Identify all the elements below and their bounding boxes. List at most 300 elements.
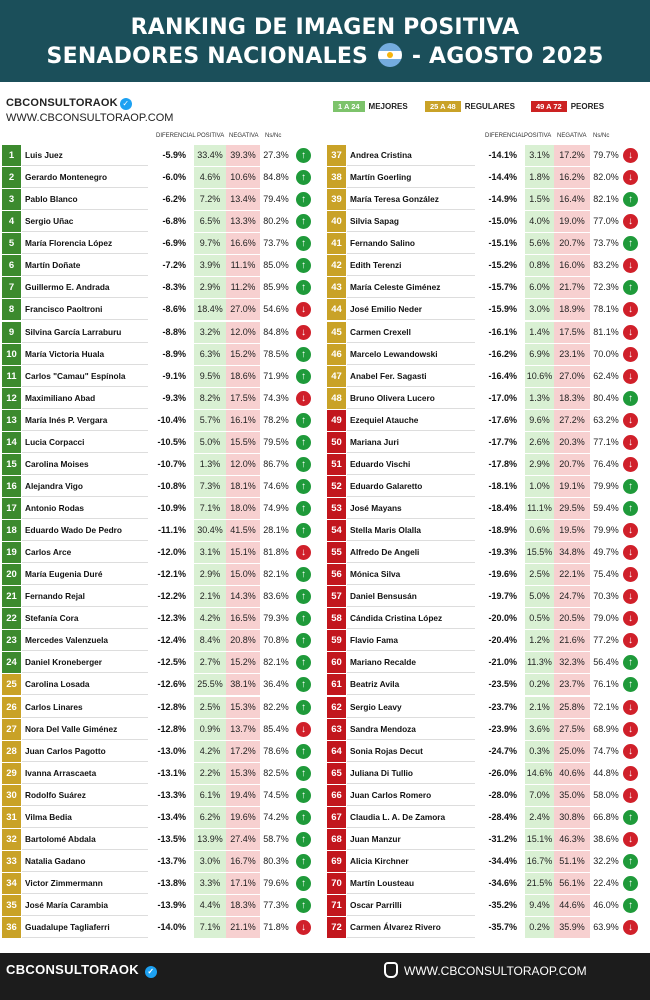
nsnc-value: 71.9% [263,370,289,381]
table-row [0,785,650,806]
negativa-value: 18.6% [226,366,260,387]
diferencial-value: -13.5% [157,833,186,844]
negativa-value: 17.5% [226,388,260,409]
arrow-up-icon: ↑ [296,192,311,207]
positiva-value: 3.0% [194,851,226,872]
brand-url: WWW.CBCONSULTORAOP.COM [6,112,174,124]
senator-name: Pablo Blanco [22,189,148,210]
negativa-value: 35.9% [554,917,590,938]
senator-name: Ezequiel Atauche [347,410,475,431]
table-row [0,344,650,365]
arrow-up-icon: ↑ [623,501,638,516]
rank-badge: 8 [2,299,21,320]
arrow-up-icon: ↑ [296,655,311,670]
diferencial-value: -24.7% [488,745,517,756]
rank-badge: 31 [2,807,21,828]
rank-badge: 35 [2,895,21,916]
positiva-value: 2.9% [194,277,226,298]
senator-name: Luis Juez [22,145,148,166]
table-row [0,674,650,695]
positiva-value: 3.3% [194,873,226,894]
nsnc-value: 58.0% [593,789,619,800]
arrow-down-icon: ↓ [623,413,638,428]
diferencial-value: -16.2% [488,348,517,359]
negativa-value: 18.9% [554,299,590,320]
nsnc-value: 84.8% [263,172,289,183]
rank-badge: 58 [327,608,346,629]
diferencial-value: -10.5% [157,436,186,447]
positiva-value: 30.4% [194,520,226,541]
negativa-value: 39.3% [226,145,260,166]
rank-badge: 59 [327,630,346,651]
diferencial-value: -12.4% [157,635,186,646]
senator-name: Carlos Linares [22,697,148,718]
diferencial-value: -15.1% [488,238,517,249]
negativa-value: 21.7% [554,277,590,298]
diferencial-value: -8.3% [162,282,186,293]
diferencial-value: -15.9% [488,304,517,315]
arrow-up-icon: ↑ [296,898,311,913]
diferencial-value: -12.8% [157,701,186,712]
negativa-value: 35.0% [554,785,590,806]
diferencial-value: -13.0% [157,745,186,756]
diferencial-value: -17.6% [488,414,517,425]
arrow-down-icon: ↓ [623,435,638,450]
diferencial-value: -10.4% [157,414,186,425]
negativa-value: 27.4% [226,829,260,850]
table-row [0,410,650,431]
negativa-value: 13.7% [226,719,260,740]
footer [0,953,650,1000]
diferencial-value: -21.0% [488,657,517,668]
senator-name: Alfredo De Angeli [347,542,475,563]
senator-name: Guillermo E. Andrada [22,277,148,298]
nsnc-value: 70.0% [593,348,619,359]
senator-name: Andrea Cristina [347,145,475,166]
senator-name: Marcelo Lewandowski [347,344,475,365]
negativa-value: 19.0% [554,211,590,232]
positiva-value: 6.2% [194,807,226,828]
header-nsnc: Ns/Nc [593,133,610,139]
arrow-up-icon: ↑ [296,214,311,229]
arrow-up-icon: ↑ [296,258,311,273]
rank-badge: 62 [327,697,346,718]
positiva-value: 9.4% [525,895,554,916]
negativa-value: 29.5% [554,498,590,519]
positiva-value: 3.0% [525,299,554,320]
nsnc-value: 77.3% [263,900,289,910]
header-negativa: NEGATIVA [229,133,259,139]
diferencial-value: -12.8% [157,723,186,734]
arrow-up-icon: ↑ [296,479,311,494]
arrow-down-icon: ↓ [623,457,638,472]
diferencial-value: -8.9% [162,348,186,359]
nsnc-value: 79.9% [593,480,619,491]
diferencial-value: -10.8% [157,480,186,491]
senator-name: Natalia Gadano [22,851,148,872]
legend-item [531,100,604,112]
negativa-value: 16.7% [226,851,260,872]
positiva-value: 1.3% [194,454,226,475]
diferencial-value: -26.0% [488,767,517,778]
positiva-value: 2.1% [525,697,554,718]
rank-badge: 33 [2,851,21,872]
negativa-value: 17.5% [554,322,590,343]
diferencial-value: -5.9% [162,150,186,160]
negativa-value: 14.3% [226,586,260,607]
title-line-2-b: - AGOSTO 2025 [411,44,604,69]
diferencial-value: -12.6% [157,679,186,690]
senator-name: María Eugenia Duré [22,564,148,585]
positiva-value: 3.2% [194,322,226,343]
rank-badge: 20 [2,564,21,585]
nsnc-value: 22.4% [593,878,619,888]
negativa-value: 25.0% [554,741,590,762]
diferencial-value: -6.9% [162,238,186,249]
senator-name: Daniel Bensusán [347,586,475,607]
legend-range: 1 A 24 [333,101,365,112]
senator-name: Antonio Rodas [22,498,148,519]
negativa-value: 16.0% [554,255,590,276]
diferencial-value: -31.2% [488,833,517,844]
verified-check-icon: ✓ [120,98,132,110]
negativa-value: 13.3% [226,211,260,232]
negativa-value: 19.6% [226,807,260,828]
legend-range: 25 A 48 [425,101,461,112]
negativa-value: 18.0% [226,498,260,519]
nsnc-value: 44.8% [593,767,619,778]
senator-name: Guadalupe Tagliaferri [22,917,148,938]
rank-badge: 38 [327,167,346,188]
nsnc-value: 28.1% [263,525,289,535]
rank-badge: 43 [327,277,346,298]
nsnc-value: 46.0% [593,900,619,910]
rank-badge: 37 [327,145,346,166]
diferencial-value: -12.1% [157,569,186,580]
negativa-value: 51.1% [554,851,590,872]
negativa-value: 27.0% [226,299,260,320]
diferencial-value: -14.1% [488,150,517,160]
nsnc-value: 78.1% [593,304,619,315]
nsnc-value: 74.3% [263,392,289,403]
arrow-up-icon: ↑ [296,788,311,803]
negativa-value: 15.3% [226,697,260,718]
senator-name: Daniel Kroneberger [22,652,148,673]
negativa-value: 32.3% [554,652,590,673]
arrow-down-icon: ↓ [623,722,638,737]
diferencial-value: -18.1% [488,480,517,491]
arrow-down-icon: ↓ [623,325,638,340]
arrow-down-icon: ↓ [623,523,638,538]
senator-name: Beatriz Avila [347,674,475,695]
nsnc-value: 74.2% [263,811,289,822]
table-row [0,873,650,894]
diferencial-value: -34.6% [488,878,517,888]
negativa-value: 13.4% [226,189,260,210]
positiva-value: 5.0% [194,432,226,453]
negativa-value: 16.5% [226,608,260,629]
positiva-value: 4.6% [194,167,226,188]
diferencial-value: -11.1% [157,525,186,535]
nsnc-value: 80.4% [593,392,619,403]
nsnc-value: 78.2% [263,414,289,425]
rank-badge: 14 [2,432,21,453]
title-banner [0,0,650,82]
negativa-value: 15.1% [226,542,260,563]
table-row [0,564,650,585]
senator-name: Anabel Fer. Sagasti [347,366,475,387]
diferencial-value: -8.6% [162,304,186,315]
rank-badge: 19 [2,542,21,563]
diferencial-value: -35.2% [488,900,517,910]
positiva-value: 15.1% [525,829,554,850]
senator-name: Carlos Arce [22,542,148,563]
positiva-value: 2.4% [525,807,554,828]
positiva-value: 2.2% [194,763,226,784]
rank-badge: 11 [2,366,21,387]
rank-badge: 57 [327,586,346,607]
nsnc-value: 32.2% [593,855,619,866]
table-row [0,520,650,541]
senator-name: Claudia L. A. De Zamora [347,807,475,828]
negativa-value: 16.4% [554,189,590,210]
rank-badge: 29 [2,763,21,784]
legend-item [425,100,515,112]
footer-url-block [384,962,587,978]
negativa-value: 24.7% [554,586,590,607]
table-row [0,145,650,166]
positiva-value: 1.0% [525,476,554,497]
rank-badge: 22 [2,608,21,629]
rank-badge: 61 [327,674,346,695]
negativa-value: 12.0% [226,322,260,343]
nsnc-value: 78.5% [263,348,289,359]
nsnc-value: 81.8% [263,547,289,558]
arrow-down-icon: ↓ [623,744,638,759]
rank-badge: 32 [2,829,21,850]
negativa-value: 17.1% [226,873,260,894]
arrow-down-icon: ↓ [623,302,638,317]
nsnc-value: 74.6% [263,480,289,491]
rank-badge: 68 [327,829,346,850]
rank-badge: 40 [327,211,346,232]
arrow-up-icon: ↑ [296,523,311,538]
nsnc-value: 80.2% [263,216,289,227]
negativa-value: 15.5% [226,432,260,453]
senator-name: Carmen Crexell [347,322,475,343]
diferencial-value: -13.8% [157,878,186,888]
table-row [0,388,650,409]
positiva-value: 9.5% [194,366,226,387]
senator-name: Bruno Olivera Lucero [347,388,475,409]
negativa-value: 10.6% [226,167,260,188]
positiva-value: 4.2% [194,741,226,762]
positiva-value: 2.5% [525,564,554,585]
senator-name: Juan Manzur [347,829,475,850]
header-positiva: POSITIVA [524,133,552,139]
positiva-value: 0.9% [194,719,226,740]
nsnc-value: 84.8% [263,326,289,337]
negativa-value: 17.2% [226,741,260,762]
diferencial-value: -19.7% [488,591,517,602]
positiva-value: 3.9% [194,255,226,276]
positiva-value: 4.0% [525,211,554,232]
footer-url: WWW.CBCONSULTORAOP.COM [404,964,587,978]
diferencial-value: -20.0% [488,613,517,624]
negativa-value: 16.2% [554,167,590,188]
header-diferencial: DIFERENCIAL [485,133,525,139]
table-row [0,211,650,232]
arrow-down-icon: ↓ [296,545,311,560]
rank-badge: 30 [2,785,21,806]
senator-name: Lucia Corpacci [22,432,148,453]
diferencial-value: -12.2% [157,591,186,602]
nsnc-value: 68.9% [593,723,619,734]
rank-badge: 65 [327,763,346,784]
negativa-value: 20.5% [554,608,590,629]
diferencial-value: -16.1% [488,326,517,337]
header-negativa: NEGATIVA [557,133,587,139]
diferencial-value: -13.3% [157,789,186,800]
positiva-value: 8.4% [194,630,226,651]
nsnc-value: 85.0% [263,260,289,271]
positiva-value: 14.6% [525,763,554,784]
arrow-down-icon: ↓ [296,920,311,935]
diferencial-value: -16.4% [488,370,517,381]
rank-badge: 55 [327,542,346,563]
diferencial-value: -10.9% [157,503,186,513]
table-row [0,432,650,453]
diferencial-value: -19.3% [488,547,517,558]
positiva-value: 2.5% [194,697,226,718]
rank-badge: 46 [327,344,346,365]
arrow-up-icon: ↑ [623,391,638,406]
negativa-value: 41.5% [226,520,260,541]
rank-badge: 54 [327,520,346,541]
positiva-value: 5.6% [525,233,554,254]
rank-badge: 26 [2,697,21,718]
diferencial-value: -23.5% [488,679,517,690]
rank-badge: 51 [327,454,346,475]
senator-name: Carolina Moises [22,454,148,475]
table-row [0,366,650,387]
positiva-value: 16.7% [525,851,554,872]
rank-badge: 36 [2,917,21,938]
arrow-up-icon: ↑ [296,677,311,692]
rank-badge: 42 [327,255,346,276]
nsnc-value: 82.1% [593,194,619,205]
diferencial-value: -6.2% [162,194,186,205]
arrow-up-icon: ↑ [623,898,638,913]
negativa-value: 19.5% [554,520,590,541]
negativa-value: 38.1% [226,674,260,695]
diferencial-value: -9.3% [162,392,186,403]
table-row [0,255,650,276]
rank-badge: 18 [2,520,21,541]
positiva-value: 10.6% [525,366,554,387]
diferencial-value: -17.8% [488,458,517,469]
negativa-value: 17.2% [554,145,590,166]
diferencial-value: -23.9% [488,723,517,734]
title-line-1: RANKING DE IMAGEN POSITIVA [130,15,520,40]
negativa-value: 21.6% [554,630,590,651]
table-row [0,829,650,850]
diferencial-value: -13.1% [157,767,186,778]
arrow-down-icon: ↓ [623,545,638,560]
rank-badge: 17 [2,498,21,519]
diferencial-value: -13.7% [157,855,186,866]
diferencial-value: -18.9% [488,525,517,535]
table-row [0,763,650,784]
senator-name: Juliana Di Tullio [347,763,475,784]
senator-name: Ivanna Arrascaeta [22,763,148,784]
rank-badge: 2 [2,167,21,188]
diferencial-value: -12.5% [157,657,186,668]
senator-name: Eduardo Vischi [347,454,475,475]
nsnc-value: 54.6% [263,304,289,315]
rank-badge: 23 [2,630,21,651]
arrow-down-icon: ↓ [623,633,638,648]
senator-name: Silvina García Larraburu [22,322,148,343]
nsnc-value: 27.3% [263,150,289,160]
positiva-value: 33.4% [194,145,226,166]
negativa-value: 27.2% [554,410,590,431]
table-row [0,277,650,298]
nsnc-value: 82.2% [263,701,289,712]
negativa-value: 20.7% [554,454,590,475]
table-row [0,322,650,343]
arrow-down-icon: ↓ [623,611,638,626]
diferencial-value: -28.4% [488,811,517,822]
table-row [0,233,650,254]
positiva-value: 2.9% [525,454,554,475]
diferencial-value: -23.7% [488,701,517,712]
positiva-value: 4.4% [194,895,226,916]
legend-label: REGULARES [464,101,515,111]
positiva-value: 13.9% [194,829,226,850]
positiva-value: 0.2% [525,674,554,695]
arrow-up-icon: ↑ [623,236,638,251]
positiva-value: 6.3% [194,344,226,365]
diferencial-value: -14.0% [157,922,186,933]
diferencial-value: -17.0% [488,392,517,403]
argentina-flag-icon [378,43,402,67]
nsnc-value: 70.3% [593,591,619,602]
positiva-value: 15.5% [525,542,554,563]
positiva-value: 2.9% [194,564,226,585]
negativa-value: 44.6% [554,895,590,916]
positiva-value: 6.9% [525,344,554,365]
diferencial-value: -7.2% [162,260,186,271]
arrow-up-icon: ↑ [296,567,311,582]
header-diferencial: DIFERENCIAL [156,133,196,139]
nsnc-value: 82.5% [263,767,289,778]
diferencial-value: -8.8% [162,326,186,337]
diferencial-value: -6.8% [162,216,186,227]
arrow-down-icon: ↓ [623,369,638,384]
rank-badge: 21 [2,586,21,607]
senator-name: Fernando Salino [347,233,475,254]
legend-label: PEORES [570,101,605,111]
nsnc-value: 49.7% [593,547,619,558]
arrow-up-icon: ↑ [623,479,638,494]
arrow-down-icon: ↓ [623,347,638,362]
senator-name: Edith Terenzi [347,255,475,276]
arrow-down-icon: ↓ [623,258,638,273]
arrow-up-icon: ↑ [296,589,311,604]
senator-name: Juan Carlos Romero [347,785,475,806]
senator-name: José Mayans [347,498,475,519]
